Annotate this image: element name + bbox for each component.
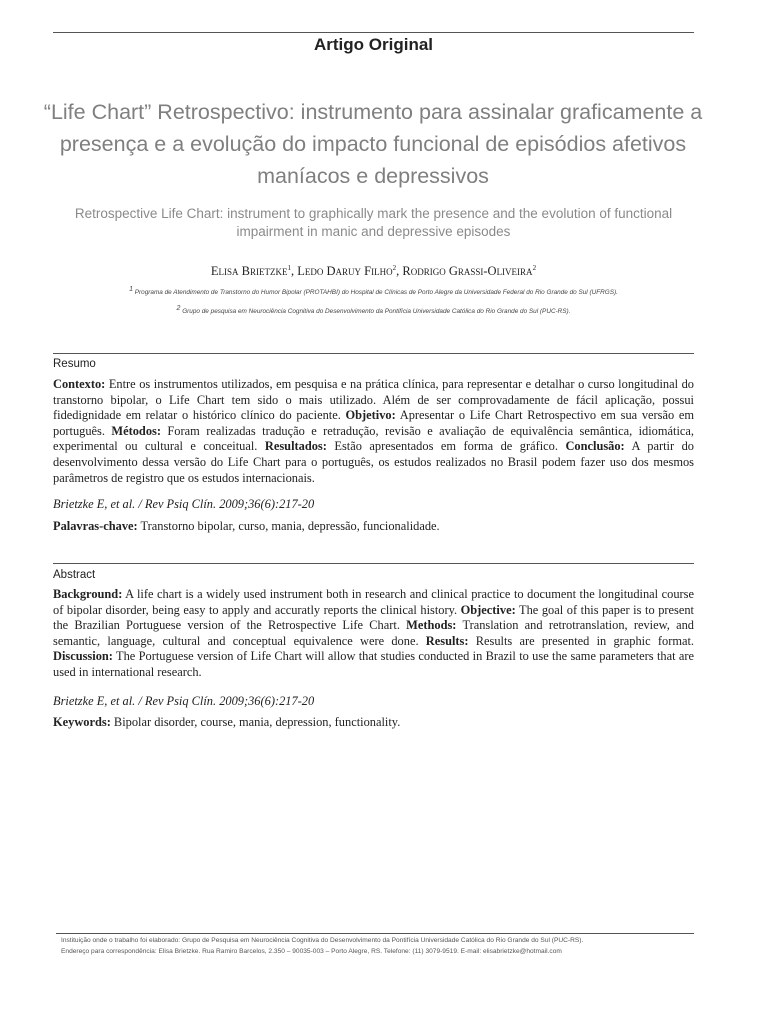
abstract-text-objective: The goal of this paper is to present the Brazilian Portuguese version of the Retrospective Life Chart.	[53, 602, 694, 633]
abstract-heading: Abstract	[53, 569, 96, 581]
abstract-keywords	[53, 715, 694, 730]
affiliation-text: Programa de Atendimento de Transtorno do Humor Bipolar (PROTAHBI) do Hospital de Clínicas de Porto Alegre da Universidade Federal do Rio Grande do Sul (UFRGS).	[133, 289, 618, 297]
abstract-text-methods: Translation and retrotranslation, review, and semantic, language, cultural and conceptual equivalence were done.	[53, 618, 695, 648]
article-title-english: Retrospective Life Chart: instrument to graphically mark the presence and the evolution of functional impairment in manic and depressive episodes	[74, 206, 673, 239]
author-separator: ,	[291, 264, 298, 279]
header-rule	[53, 32, 694, 33]
resumo-text-contexto: Entre os instrumentos utilizados, em pesquisa e na prática clínica, para representar e detalhar o curso longitudinal do transtorno bipolar, o Life Chart tem sido o mais utilizado. Além de ser comprovadamente de fácil aplicação, possui fidedignidade em relatar o histórico clínico do paciente.	[53, 377, 694, 423]
resumo-label-objetivo: Objetivo:	[345, 408, 396, 423]
resumo-label-contexto: Contexto:	[53, 377, 106, 391]
abstract-text-discussion: The Portuguese version of Life Chart will allow that studies conducted in Brazil to use the same parameters that are used in international research.	[53, 649, 694, 679]
resumo-text-objetivo: Apresentar o Life Chart Retrospectivo em sua versão em português.	[53, 408, 695, 438]
resumo-text-resultados: Estão apresentados em forma de gráfico.	[326, 439, 566, 454]
resumo-label-resultados: Resultados:	[264, 439, 327, 454]
author-separator: ,	[396, 264, 403, 279]
resumo-text-conclusao: A partir do desenvolvimento dessa versão do Life Chart para o português, os estudos realizados no Brasil podem fazer uso dos mesmos parâmetros de registro que os estudos internacionais.	[53, 439, 694, 485]
article-title-portuguese: “Life Chart” Retrospectivo: instrumento para assinalar graficamente a presença e a evolução do impacto funcional de episódios afetivos maníacos e depressivos	[43, 100, 703, 188]
abstract-body	[53, 587, 694, 681]
abstract-label-methods: Methods:	[406, 618, 457, 633]
abstract-text-background: A life chart is a widely used instrument both in research and clinical practice to document the longitudinal course of bipolar disorder, being easy to apply and accuratly reports the clinical history.	[53, 587, 694, 617]
resumo-keywords	[53, 519, 694, 534]
keywords-text: Transtorno bipolar, curso, mania, depressão, funcionalidade.	[137, 519, 440, 533]
footer-institution: Instituição onde o trabalho foi elaborado: Grupo de Pesquisa em Neurociência Cognitiva do Desenvolvimento da Pontifícia Universidade Católica do Rio Grande do Sul (PUC-RS).	[61, 937, 584, 944]
author-name: Ledo Daruy Filho	[297, 264, 393, 279]
abstract-citation: Brietzke E, et al. / Rev Psiq Clín. 2009;36(6):217-20	[53, 694, 315, 708]
footer-address: Endereço para correspondência: Elisa Brietzke. Rua Ramiro Barcelos, 2.350 – 90035-003 – Porto Alegre, RS. Telefone: (11) 3079-9519. E-mail: elisabrietzke@hotmail.com	[61, 948, 562, 955]
author-name: Rodrigo Grassi-Oliveira	[402, 264, 533, 279]
keywords-label: Palavras-chave:	[53, 519, 138, 533]
resumo-label-conclusao: Conclusão:	[565, 439, 625, 454]
footer-rule	[56, 933, 694, 934]
author-name: Elisa Brietzke	[210, 264, 288, 279]
author-affiliation-mark: 2	[392, 264, 397, 272]
abstract-label-background: Background:	[53, 587, 123, 601]
affiliation-text: Grupo de pesquisa em Neurociência Cognitiva do Desenvolvimento da Pontifícia Universidade Católica do Rio Grande do Sul (PUC-RS).	[180, 308, 571, 316]
affiliation-1	[53, 286, 694, 296]
author-affiliation-mark: 1	[287, 264, 292, 272]
author-list	[53, 264, 694, 279]
article-category: Artigo Original	[314, 35, 433, 54]
resumo-text-metodos: Foram realizadas tradução e retradução, revisão e avaliação de equivalência semântica, idiomática, experimental ou cultural e conceitual.	[53, 423, 694, 454]
keywords-label: Keywords:	[53, 715, 111, 729]
abstract-rule	[53, 563, 694, 564]
resumo-label-metodos: Métodos:	[111, 423, 161, 438]
abstract-label-discussion: Discussion:	[53, 649, 113, 664]
resumo-heading: Resumo	[53, 358, 96, 370]
abstract-label-objective: Objective:	[460, 602, 516, 617]
resumo-rule	[53, 353, 694, 354]
resumo-body	[53, 377, 694, 486]
resumo-citation: Brietzke E, et al. / Rev Psiq Clín. 2009;36(6):217-20	[53, 497, 315, 511]
keywords-text: Bipolar disorder, course, mania, depression, functionality.	[110, 715, 401, 729]
abstract-label-results: Results:	[425, 633, 469, 648]
affiliation-mark: 2	[176, 305, 181, 312]
affiliation-2	[53, 305, 694, 315]
affiliation-mark: 1	[129, 286, 134, 293]
abstract-text-results: Results are presented in graphic format.	[468, 633, 695, 648]
author-affiliation-mark: 2	[532, 264, 537, 272]
